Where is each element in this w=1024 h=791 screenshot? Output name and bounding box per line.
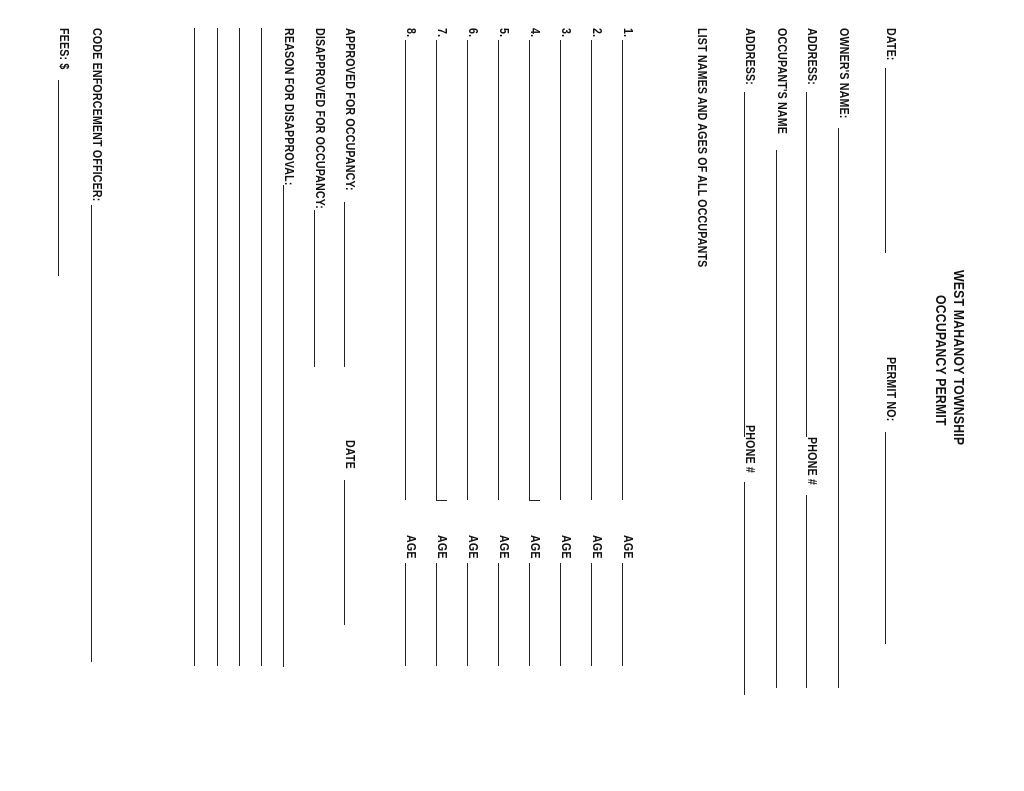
reason-field[interactable] (283, 185, 284, 667)
occupants-name-label: OCCUPANT'S NAME (775, 28, 790, 135)
disapproved-field[interactable] (314, 210, 315, 367)
fees-label: FEES: $ (57, 28, 72, 70)
fees-field[interactable] (58, 80, 59, 276)
occupant-row-number: 6. (466, 28, 481, 38)
occupant-age-field[interactable] (436, 563, 437, 666)
occupant-phone-label: PHONE # (743, 425, 758, 473)
disapproved-label: DISAPPROVED FOR OCCUPANCY: (313, 28, 328, 209)
reason-line[interactable] (261, 28, 262, 666)
occupant-age-label: AGE (559, 535, 574, 559)
date-field[interactable] (885, 68, 886, 253)
occupant-row-number: 3. (559, 28, 574, 38)
reason-line[interactable] (194, 28, 195, 666)
reason-line[interactable] (239, 28, 240, 666)
occupant-name-field[interactable] (405, 40, 406, 500)
reason-label: REASON FOR DISAPPROVAL: (282, 28, 297, 186)
phone-label: PHONE # (805, 437, 820, 485)
occupant-name-field[interactable] (436, 40, 437, 500)
phone-field[interactable] (806, 495, 807, 688)
occupant-age-field[interactable] (529, 563, 530, 666)
occupant-age-field[interactable] (560, 563, 561, 666)
form-subtitle: OCCUPANCY PERMIT (932, 295, 949, 426)
occupant-row-number: 5. (497, 28, 512, 38)
occupant-age-label: AGE (466, 535, 481, 559)
occupant-phone-field[interactable] (744, 482, 745, 695)
occupant-name-field[interactable] (498, 40, 499, 500)
occupant-age-label: AGE (528, 535, 543, 559)
occupant-address-label: ADDRESS: (743, 28, 758, 85)
reason-line[interactable] (217, 28, 218, 666)
approved-label: APPROVED FOR OCCUPANCY: (343, 28, 358, 191)
occupant-row-number: 4. (528, 28, 543, 38)
approved-field[interactable] (344, 202, 345, 367)
occupant-age-label: AGE (404, 535, 419, 559)
occupant-age-field[interactable] (467, 563, 468, 666)
field-tick-mark (436, 500, 447, 501)
owners-name-label: OWNER'S NAME: (837, 28, 852, 119)
occupant-row-number: 8. (404, 28, 419, 38)
occupant-age-label: AGE (621, 535, 636, 559)
occupant-name-field[interactable] (529, 40, 530, 500)
occupant-name-field[interactable] (591, 40, 592, 500)
occupant-row-number: 7. (435, 28, 450, 38)
occupant-row-number: 1. (621, 28, 636, 38)
officer-signature-field[interactable] (91, 205, 92, 662)
occupant-age-field[interactable] (591, 563, 592, 666)
occupant-age-label: AGE (497, 535, 512, 559)
occupant-address-field[interactable] (744, 92, 745, 437)
occupant-row-number: 2. (590, 28, 605, 38)
occupant-name-field[interactable] (467, 40, 468, 500)
permit-no-label: PERMIT NO: (884, 357, 899, 422)
occupant-age-label: AGE (435, 535, 450, 559)
occupant-age-field[interactable] (405, 563, 406, 666)
address-field[interactable] (806, 92, 807, 437)
occupant-age-label: AGE (590, 535, 605, 559)
occupants-name-field[interactable] (776, 150, 777, 688)
occupant-name-field[interactable] (622, 40, 623, 500)
field-tick-mark (529, 500, 540, 501)
approval-date-label: DATE (343, 440, 358, 469)
address-label: ADDRESS: (805, 28, 820, 85)
officer-label: CODE ENFORCEMENT OFFICER: (90, 28, 105, 202)
occupants-heading: LIST NAMES AND AGES OF ALL OCCUPANTS (695, 28, 710, 268)
occupant-name-field[interactable] (560, 40, 561, 500)
occupant-age-field[interactable] (622, 563, 623, 666)
form-title: WEST MAHANOY TOWNSHIP (950, 270, 967, 446)
occupant-age-field[interactable] (498, 563, 499, 666)
date-label: DATE: (884, 28, 899, 61)
approval-date-field[interactable] (344, 480, 345, 625)
permit-no-field[interactable] (885, 432, 886, 644)
owners-name-field[interactable] (838, 128, 839, 688)
